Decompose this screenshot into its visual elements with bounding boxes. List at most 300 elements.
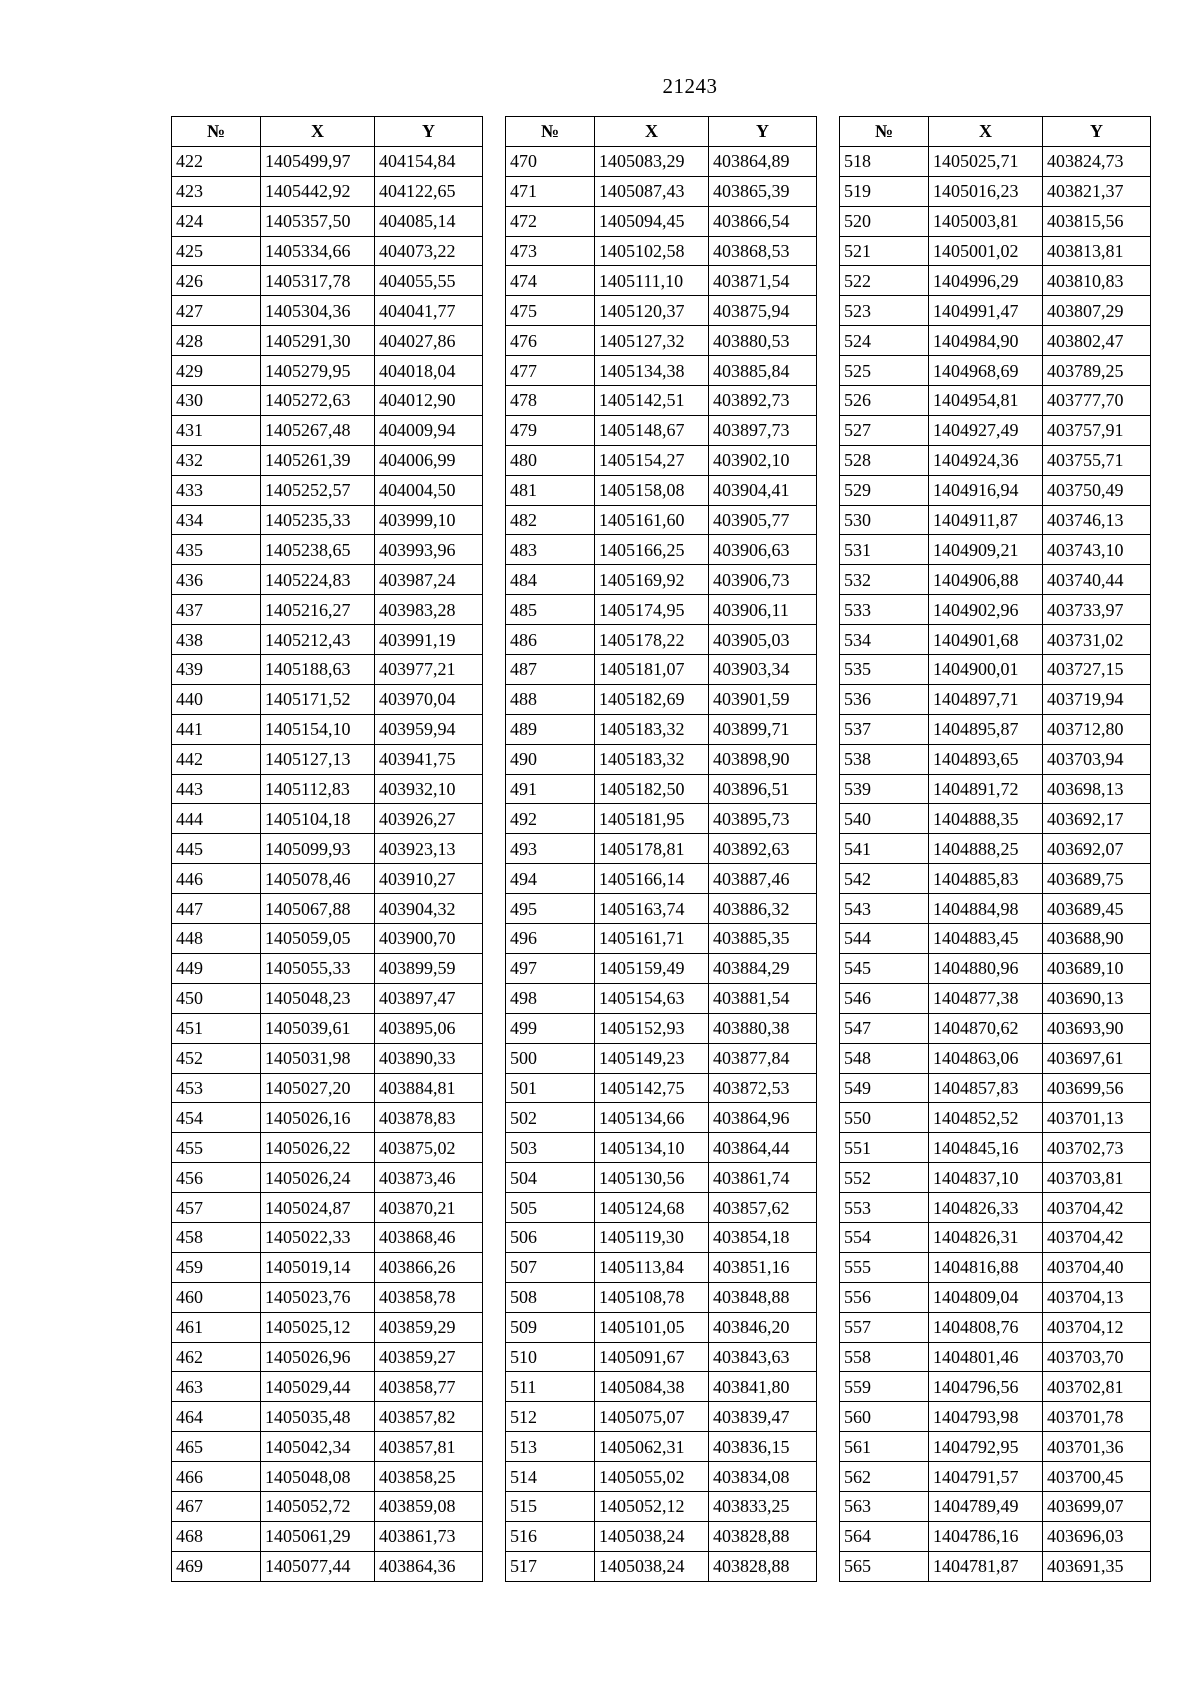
x-coordinate: 1405161,71 (595, 924, 709, 954)
table-row (172, 684, 483, 714)
y-coordinate: 403880,38 (709, 1013, 817, 1043)
x-coordinate: 1405061,29 (261, 1521, 375, 1551)
point-number: 468 (172, 1521, 261, 1551)
point-number: 534 (840, 625, 929, 655)
x-coordinate: 1404888,25 (929, 834, 1043, 864)
point-number: 474 (506, 266, 595, 296)
point-number: 432 (172, 445, 261, 475)
header-number: № (172, 117, 261, 147)
y-coordinate: 403864,89 (709, 146, 817, 176)
y-coordinate: 403703,70 (1043, 1342, 1151, 1372)
y-coordinate: 403836,15 (709, 1432, 817, 1462)
y-coordinate: 403897,73 (709, 415, 817, 445)
x-coordinate: 1404852,52 (929, 1103, 1043, 1133)
y-coordinate: 403689,75 (1043, 864, 1151, 894)
table-row (506, 445, 817, 475)
table-row (506, 655, 817, 685)
y-coordinate: 403857,82 (375, 1402, 483, 1432)
point-number: 455 (172, 1133, 261, 1163)
x-coordinate: 1404897,71 (929, 684, 1043, 714)
table-row (840, 1043, 1151, 1073)
y-coordinate: 403743,10 (1043, 535, 1151, 565)
x-coordinate: 1405003,81 (929, 206, 1043, 236)
point-number: 423 (172, 176, 261, 206)
point-number: 482 (506, 505, 595, 535)
point-number: 506 (506, 1222, 595, 1252)
y-coordinate: 403833,25 (709, 1491, 817, 1521)
point-number: 493 (506, 834, 595, 864)
table-row (172, 1073, 483, 1103)
y-coordinate: 403810,83 (1043, 266, 1151, 296)
x-coordinate: 1405027,20 (261, 1073, 375, 1103)
table-row (172, 356, 483, 386)
point-number: 553 (840, 1193, 929, 1223)
y-coordinate: 403910,27 (375, 864, 483, 894)
x-coordinate: 1404885,83 (929, 864, 1043, 894)
y-coordinate: 403983,28 (375, 595, 483, 625)
y-coordinate: 403851,16 (709, 1252, 817, 1282)
point-number: 561 (840, 1432, 929, 1462)
x-coordinate: 1404909,21 (929, 535, 1043, 565)
y-coordinate: 403880,53 (709, 326, 817, 356)
point-number: 479 (506, 415, 595, 445)
table-row (840, 1462, 1151, 1492)
point-number: 488 (506, 684, 595, 714)
point-number: 483 (506, 535, 595, 565)
point-number: 526 (840, 386, 929, 416)
header-x: X (929, 117, 1043, 147)
table-row (840, 714, 1151, 744)
point-number: 470 (506, 146, 595, 176)
x-coordinate: 1404911,87 (929, 505, 1043, 535)
x-coordinate: 1405154,27 (595, 445, 709, 475)
y-coordinate: 404154,84 (375, 146, 483, 176)
table-row (840, 1432, 1151, 1462)
table-row (506, 1491, 817, 1521)
table-row (506, 146, 817, 176)
x-coordinate: 1404837,10 (929, 1163, 1043, 1193)
x-coordinate: 1405026,22 (261, 1133, 375, 1163)
y-coordinate: 403861,74 (709, 1163, 817, 1193)
table-row (840, 356, 1151, 386)
table-row (506, 326, 817, 356)
point-number: 428 (172, 326, 261, 356)
y-coordinate: 403877,84 (709, 1043, 817, 1073)
point-number: 521 (840, 236, 929, 266)
table-row (172, 475, 483, 505)
table-row (172, 804, 483, 834)
table-row (506, 236, 817, 266)
point-number: 504 (506, 1163, 595, 1193)
y-coordinate: 403864,36 (375, 1551, 483, 1581)
table-row (840, 1491, 1151, 1521)
table-row (840, 176, 1151, 206)
point-number: 445 (172, 834, 261, 864)
x-coordinate: 1404816,88 (929, 1252, 1043, 1282)
point-number: 503 (506, 1133, 595, 1163)
y-coordinate: 403843,63 (709, 1342, 817, 1372)
point-number: 533 (840, 595, 929, 625)
point-number: 463 (172, 1372, 261, 1402)
point-number: 439 (172, 655, 261, 685)
y-coordinate: 403802,47 (1043, 326, 1151, 356)
y-coordinate: 403885,84 (709, 356, 817, 386)
y-coordinate: 404122,65 (375, 176, 483, 206)
point-number: 486 (506, 625, 595, 655)
table-row (172, 1043, 483, 1073)
point-number: 536 (840, 684, 929, 714)
header-x: X (261, 117, 375, 147)
table-row (506, 595, 817, 625)
point-number: 528 (840, 445, 929, 475)
x-coordinate: 1405235,33 (261, 505, 375, 535)
y-coordinate: 404004,50 (375, 475, 483, 505)
x-coordinate: 1405025,12 (261, 1312, 375, 1342)
x-coordinate: 1404826,31 (929, 1222, 1043, 1252)
y-coordinate: 403896,51 (709, 774, 817, 804)
table-row (172, 176, 483, 206)
table-row (172, 1252, 483, 1282)
point-number: 516 (506, 1521, 595, 1551)
x-coordinate: 1405163,74 (595, 894, 709, 924)
table-row (172, 535, 483, 565)
y-coordinate: 403704,13 (1043, 1282, 1151, 1312)
table-row (840, 1282, 1151, 1312)
table-row (840, 1312, 1151, 1342)
y-coordinate: 403858,25 (375, 1462, 483, 1492)
y-coordinate: 404027,86 (375, 326, 483, 356)
point-number: 437 (172, 595, 261, 625)
table-row (172, 445, 483, 475)
y-coordinate: 403858,77 (375, 1372, 483, 1402)
point-number: 438 (172, 625, 261, 655)
x-coordinate: 1404792,95 (929, 1432, 1043, 1462)
table-row (840, 206, 1151, 236)
x-coordinate: 1404801,46 (929, 1342, 1043, 1372)
table-row (840, 296, 1151, 326)
point-number: 475 (506, 296, 595, 326)
table-row (172, 415, 483, 445)
y-coordinate: 403859,08 (375, 1491, 483, 1521)
table-row (172, 1222, 483, 1252)
point-number: 490 (506, 744, 595, 774)
table-row (840, 1372, 1151, 1402)
y-coordinate: 403993,96 (375, 535, 483, 565)
table-row (172, 1163, 483, 1193)
x-coordinate: 1405048,23 (261, 983, 375, 1013)
x-coordinate: 1405130,56 (595, 1163, 709, 1193)
x-coordinate: 1405178,22 (595, 625, 709, 655)
point-number: 469 (172, 1551, 261, 1581)
x-coordinate: 1404906,88 (929, 565, 1043, 595)
point-number: 565 (840, 1551, 929, 1581)
point-number: 515 (506, 1491, 595, 1521)
x-coordinate: 1404880,96 (929, 953, 1043, 983)
y-coordinate: 404006,99 (375, 445, 483, 475)
point-number: 472 (506, 206, 595, 236)
table-row (840, 655, 1151, 685)
point-number: 531 (840, 535, 929, 565)
table-row (506, 1103, 817, 1133)
y-coordinate: 404085,14 (375, 206, 483, 236)
y-coordinate: 403854,18 (709, 1222, 817, 1252)
x-coordinate: 1405182,69 (595, 684, 709, 714)
x-coordinate: 1405252,57 (261, 475, 375, 505)
point-number: 550 (840, 1103, 929, 1133)
table-row (840, 326, 1151, 356)
y-coordinate: 403871,54 (709, 266, 817, 296)
table-row (172, 266, 483, 296)
x-coordinate: 1404883,45 (929, 924, 1043, 954)
coordinates-table-3 (839, 116, 1151, 1582)
point-number: 452 (172, 1043, 261, 1073)
table-row (172, 386, 483, 416)
x-coordinate: 1405111,10 (595, 266, 709, 296)
coordinates-table-1 (171, 116, 483, 1582)
point-number: 473 (506, 236, 595, 266)
y-coordinate: 403700,45 (1043, 1462, 1151, 1492)
header-number: № (840, 117, 929, 147)
table-row (840, 1013, 1151, 1043)
x-coordinate: 1405094,45 (595, 206, 709, 236)
x-coordinate: 1405077,44 (261, 1551, 375, 1581)
point-number: 520 (840, 206, 929, 236)
y-coordinate: 403977,21 (375, 655, 483, 685)
point-number: 431 (172, 415, 261, 445)
y-coordinate: 403932,10 (375, 774, 483, 804)
table-row (506, 415, 817, 445)
point-number: 448 (172, 924, 261, 954)
table-row (840, 595, 1151, 625)
x-coordinate: 1404826,33 (929, 1193, 1043, 1223)
y-coordinate: 403872,53 (709, 1073, 817, 1103)
point-number: 430 (172, 386, 261, 416)
y-coordinate: 403905,77 (709, 505, 817, 535)
y-coordinate: 403704,40 (1043, 1252, 1151, 1282)
y-coordinate: 403890,33 (375, 1043, 483, 1073)
point-number: 426 (172, 266, 261, 296)
y-coordinate: 403875,02 (375, 1133, 483, 1163)
y-coordinate: 403697,61 (1043, 1043, 1151, 1073)
x-coordinate: 1405101,05 (595, 1312, 709, 1342)
y-coordinate: 403885,35 (709, 924, 817, 954)
x-coordinate: 1405026,16 (261, 1103, 375, 1133)
y-coordinate: 403696,03 (1043, 1521, 1151, 1551)
y-coordinate: 403906,73 (709, 565, 817, 595)
point-number: 492 (506, 804, 595, 834)
x-coordinate: 1404916,94 (929, 475, 1043, 505)
x-coordinate: 1405166,25 (595, 535, 709, 565)
table-row (172, 206, 483, 236)
point-number: 462 (172, 1342, 261, 1372)
x-coordinate: 1405149,23 (595, 1043, 709, 1073)
table-row (506, 1193, 817, 1223)
point-number: 537 (840, 714, 929, 744)
point-number: 527 (840, 415, 929, 445)
table-row (172, 625, 483, 655)
x-coordinate: 1404863,06 (929, 1043, 1043, 1073)
point-number: 543 (840, 894, 929, 924)
table-row (506, 1073, 817, 1103)
x-coordinate: 1405038,24 (595, 1551, 709, 1581)
point-number: 529 (840, 475, 929, 505)
y-coordinate: 403727,15 (1043, 655, 1151, 685)
table-row (506, 565, 817, 595)
x-coordinate: 1405272,63 (261, 386, 375, 416)
point-number: 497 (506, 953, 595, 983)
x-coordinate: 1405019,14 (261, 1252, 375, 1282)
y-coordinate: 403750,49 (1043, 475, 1151, 505)
y-coordinate: 403807,29 (1043, 296, 1151, 326)
header-x: X (595, 117, 709, 147)
point-number: 524 (840, 326, 929, 356)
table-row (840, 415, 1151, 445)
point-number: 558 (840, 1342, 929, 1372)
x-coordinate: 1405279,95 (261, 356, 375, 386)
table-row (506, 1551, 817, 1581)
point-number: 509 (506, 1312, 595, 1342)
table-row (506, 714, 817, 744)
point-number: 505 (506, 1193, 595, 1223)
point-number: 499 (506, 1013, 595, 1043)
table-row (172, 296, 483, 326)
table-row (840, 1193, 1151, 1223)
y-coordinate: 403712,80 (1043, 714, 1151, 744)
table-row (506, 1521, 817, 1551)
point-number: 466 (172, 1462, 261, 1492)
x-coordinate: 1405291,30 (261, 326, 375, 356)
x-coordinate: 1404984,90 (929, 326, 1043, 356)
y-coordinate: 403991,19 (375, 625, 483, 655)
x-coordinate: 1405134,66 (595, 1103, 709, 1133)
y-coordinate: 403857,62 (709, 1193, 817, 1223)
point-number: 495 (506, 894, 595, 924)
y-coordinate: 403689,10 (1043, 953, 1151, 983)
y-coordinate: 403699,56 (1043, 1073, 1151, 1103)
y-coordinate: 403884,81 (375, 1073, 483, 1103)
header-y: Y (1043, 117, 1151, 147)
point-number: 459 (172, 1252, 261, 1282)
y-coordinate: 403693,90 (1043, 1013, 1151, 1043)
x-coordinate: 1405024,87 (261, 1193, 375, 1223)
x-coordinate: 1405161,60 (595, 505, 709, 535)
y-coordinate: 403704,42 (1043, 1222, 1151, 1252)
table-row (506, 1312, 817, 1342)
point-number: 449 (172, 953, 261, 983)
table-row (506, 924, 817, 954)
x-coordinate: 1405154,10 (261, 714, 375, 744)
x-coordinate: 1405016,23 (929, 176, 1043, 206)
y-coordinate: 403858,78 (375, 1282, 483, 1312)
table-row (172, 655, 483, 685)
table-row (506, 1252, 817, 1282)
point-number: 434 (172, 505, 261, 535)
y-coordinate: 403688,90 (1043, 924, 1151, 954)
table-row (840, 565, 1151, 595)
x-coordinate: 1404893,65 (929, 744, 1043, 774)
y-coordinate: 403904,41 (709, 475, 817, 505)
x-coordinate: 1405127,32 (595, 326, 709, 356)
x-coordinate: 1405038,24 (595, 1521, 709, 1551)
x-coordinate: 1405059,05 (261, 924, 375, 954)
y-coordinate: 403703,81 (1043, 1163, 1151, 1193)
x-coordinate: 1404870,62 (929, 1013, 1043, 1043)
y-coordinate: 403904,32 (375, 894, 483, 924)
table-row (506, 1342, 817, 1372)
y-coordinate: 403895,06 (375, 1013, 483, 1043)
table-row (840, 953, 1151, 983)
point-number: 545 (840, 953, 929, 983)
x-coordinate: 1404808,76 (929, 1312, 1043, 1342)
table-row (506, 1372, 817, 1402)
x-coordinate: 1405099,93 (261, 834, 375, 864)
y-coordinate: 403789,25 (1043, 356, 1151, 386)
x-coordinate: 1405357,50 (261, 206, 375, 236)
table-row (172, 1312, 483, 1342)
y-coordinate: 403881,54 (709, 983, 817, 1013)
table-row (506, 1163, 817, 1193)
y-coordinate: 403746,13 (1043, 505, 1151, 535)
y-coordinate: 403704,42 (1043, 1193, 1151, 1223)
point-number: 478 (506, 386, 595, 416)
y-coordinate: 403755,71 (1043, 445, 1151, 475)
table-row (506, 953, 817, 983)
point-number: 542 (840, 864, 929, 894)
y-coordinate: 403895,73 (709, 804, 817, 834)
x-coordinate: 1405001,02 (929, 236, 1043, 266)
table-row (840, 1133, 1151, 1163)
point-number: 440 (172, 684, 261, 714)
x-coordinate: 1405083,29 (595, 146, 709, 176)
table-row (172, 983, 483, 1013)
x-coordinate: 1405134,10 (595, 1133, 709, 1163)
y-coordinate: 403701,13 (1043, 1103, 1151, 1133)
x-coordinate: 1404845,16 (929, 1133, 1043, 1163)
table-row (506, 535, 817, 565)
x-coordinate: 1405026,96 (261, 1342, 375, 1372)
table-row (172, 1133, 483, 1163)
point-number: 461 (172, 1312, 261, 1342)
y-coordinate: 403692,17 (1043, 804, 1151, 834)
x-coordinate: 1405267,48 (261, 415, 375, 445)
y-coordinate: 403870,21 (375, 1193, 483, 1223)
y-coordinate: 403902,10 (709, 445, 817, 475)
table-row (840, 1342, 1151, 1372)
table-row (172, 1342, 483, 1372)
point-number: 512 (506, 1402, 595, 1432)
point-number: 511 (506, 1372, 595, 1402)
table-row (840, 535, 1151, 565)
x-coordinate: 1405166,14 (595, 864, 709, 894)
x-coordinate: 1405183,32 (595, 744, 709, 774)
x-coordinate: 1404895,87 (929, 714, 1043, 744)
table-row (840, 475, 1151, 505)
x-coordinate: 1404888,35 (929, 804, 1043, 834)
point-number: 451 (172, 1013, 261, 1043)
x-coordinate: 1405142,51 (595, 386, 709, 416)
point-number: 429 (172, 356, 261, 386)
y-coordinate: 403887,46 (709, 864, 817, 894)
x-coordinate: 1405084,38 (595, 1372, 709, 1402)
y-coordinate: 403999,10 (375, 505, 483, 535)
table-row (506, 1282, 817, 1312)
point-number: 491 (506, 774, 595, 804)
y-coordinate: 403757,91 (1043, 415, 1151, 445)
y-coordinate: 403866,54 (709, 206, 817, 236)
y-coordinate: 403699,07 (1043, 1491, 1151, 1521)
table-row (506, 1462, 817, 1492)
y-coordinate: 403926,27 (375, 804, 483, 834)
